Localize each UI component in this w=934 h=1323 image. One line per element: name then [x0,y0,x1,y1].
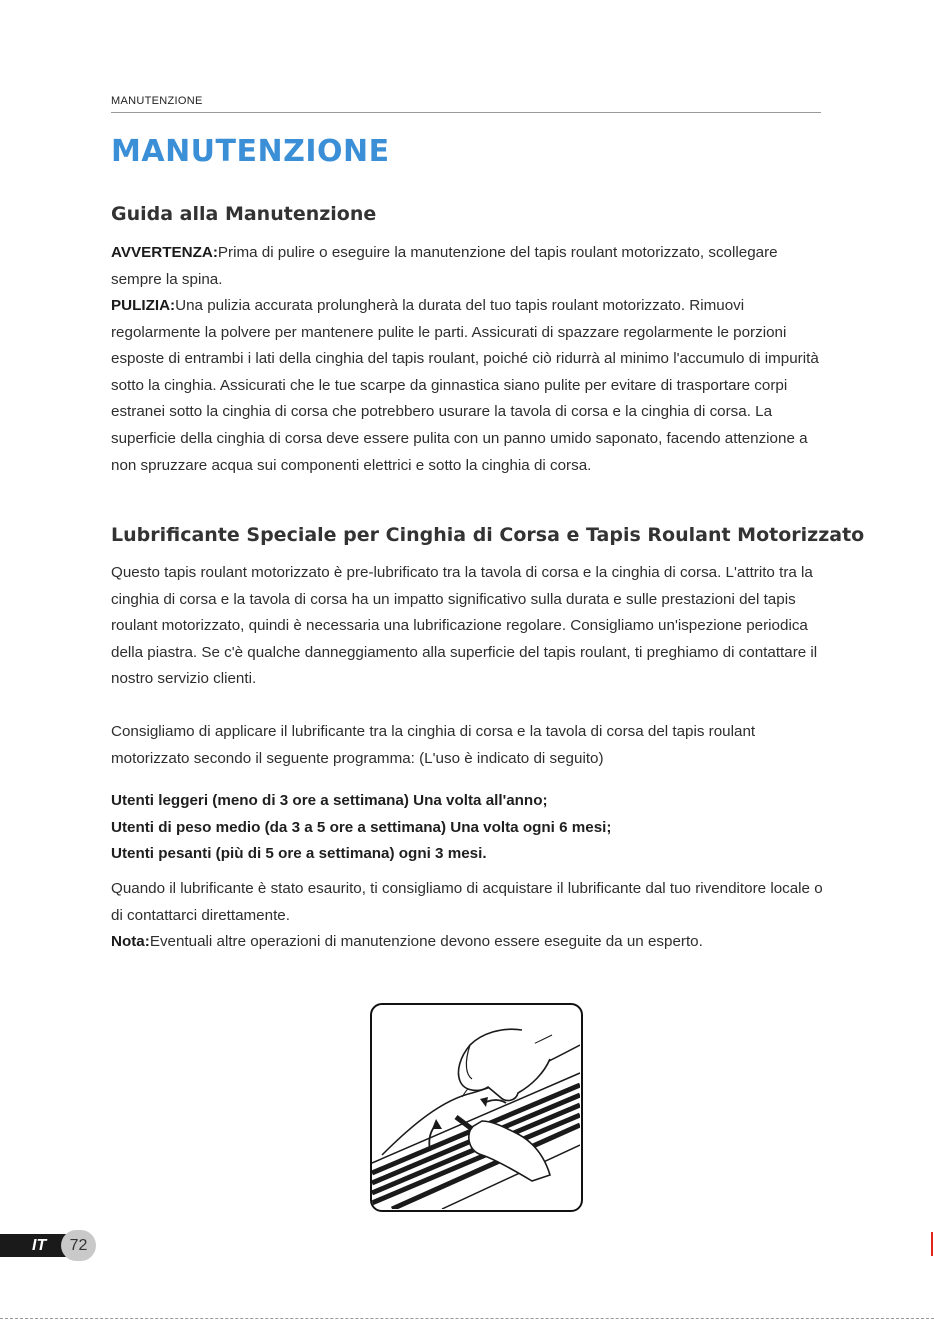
note-label: Nota: [111,933,150,950]
lubricant-paragraph-3: Quando il lubrificante è stato esaurito, ti consigliamo di acquistare il lubrificante dal tuo rivenditore locale o di contattarci direttamente. [111,880,823,924]
running-header: MANUTENZIONE [111,95,821,113]
schedule-medium-users: Utenti di peso medio (da 3 a 5 ore a settimana) Una volta ogni 6 mesi; [111,818,612,836]
cleaning-label: PULIZIA: [111,297,176,314]
section-heading-guide: Guida alla Manutenzione [111,203,377,225]
schedule-light-users: Utenti leggeri (meno di 3 ore a settimana) Una volta all'anno; [111,792,548,809]
warning-text: Prima di pulire o eseguire la manutenzione del tapis roulant motorizzato, scollegare sempre la spina. [111,244,778,288]
warning-paragraph [111,240,827,293]
lubricant-paragraph-1: Questo tapis roulant motorizzato è pre-lubrificato tra la tavola di corsa e la cinghia di corsa. L'attrito tra la cinghia di corsa e la tavola di corsa ha un impatto significativo sulla durata e sulle prestazioni del tapis roulant motorizzato, quindi è necessaria una lubrificazione regolare. Consigliamo un'ispezione periodica della piastra. Se c'è qualche danneggiamento alla superficie del tapis roulant, ti preghiamo di contattare il nostro servizio clienti. [111,564,818,688]
lubrication-illustration [370,1003,583,1212]
lubricating-belt-icon [372,1005,580,1209]
note-paragraph [111,929,827,956]
lubrication-schedule [111,788,827,868]
cleaning-text: Una pulizia accurata prolungherà la durata del tuo tapis roulant motorizzato. Rimuovi regolarmente la polvere per mantenere pulite le parti. Assicurati di spazzare regolarmente le porzioni esposte di entrambi i lati della cinghia del tapis roulant, poiché ciò ridurrà al minimo l'accumulo di impurità sotto la cinghia. Assicurati che le tue scarpe da ginnastica siano pulite per evitare di trasportare corpi estranei sotto la cinghia di corsa che potrebbero usurare la tavola di corsa e la cinghia di corsa. La superficie della cinghia di corsa deve essere pulita con un panno umido saponato, facendo attenzione a non spruzzare acqua sui componenti elettrici e sotto la cinghia di corsa. [111,297,819,474]
schedule-heavy-users: Utenti pesanti (più di 5 ore a settimana) ogni 3 mesi. [111,845,487,863]
cleaning-paragraph [111,293,827,479]
page-number-badge: 72 [61,1230,96,1261]
note-text: Eventuali altre operazioni di manutenzione devono essere eseguite da un esperto. [149,933,703,950]
edge-marker [931,1232,933,1256]
section-heading-lubricant: Lubrificante Speciale per Cinghia di Corsa e Tapis Roulant Motorizzato [111,524,865,546]
warning-label: AVVERTENZA: [111,244,218,261]
page-title: MANUTENZIONE [111,134,390,169]
language-tab: IT [0,1234,68,1257]
trim-line [0,1318,934,1319]
lubricant-paragraph-2: Consigliamo di applicare il lubrificante tra la cinghia di corsa e la tavola di corsa del tapis roulant motorizzato secondo il seguente programma: (L'uso è indicato di seguito) [111,723,756,767]
